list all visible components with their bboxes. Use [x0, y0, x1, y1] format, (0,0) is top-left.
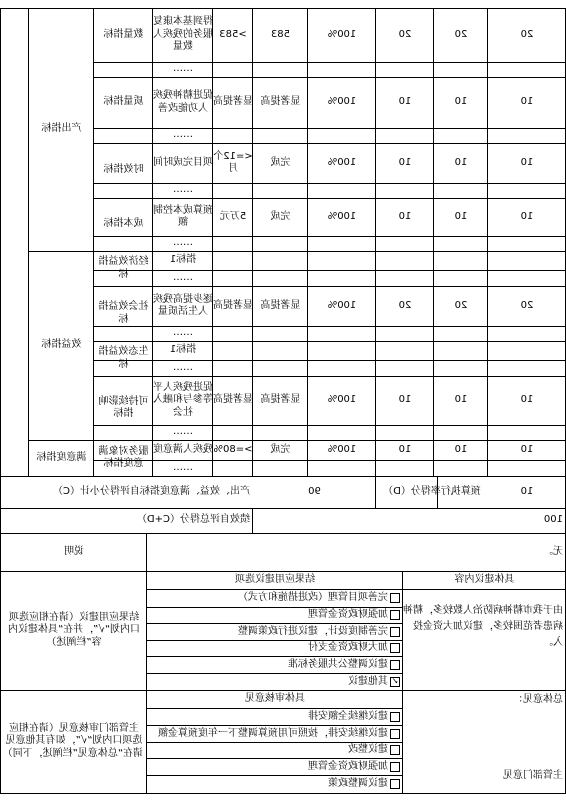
sat-weight: 10 [398, 443, 412, 455]
quality-target: 显著提高 [213, 96, 253, 108]
checked-checkbox-icon: ✓ [391, 676, 399, 687]
sustain-completion: 100% [327, 394, 357, 406]
time-category: 时效指标 [103, 164, 144, 176]
qty-completion: 100% [327, 28, 357, 40]
econ-indicator: 指标1 [169, 254, 197, 266]
dept-signature: 主管部门意见 [503, 769, 563, 781]
econ-ellipsis: …… [173, 271, 193, 283]
checkbox-icon [390, 610, 400, 620]
dept-option-fund-management[interactable]: 加强财政资金管理 [150, 758, 400, 775]
dept-header-overall: 总体意见： [513, 694, 563, 705]
checkbox-icon [390, 745, 400, 755]
total-label: 绩效自评总得分（C+D） [136, 514, 250, 526]
sat-indicator: 残疾人满意度 [153, 443, 213, 455]
checkbox-icon [390, 762, 400, 772]
subtotal-value: 90 [308, 485, 321, 497]
sat-completion: 100% [327, 443, 357, 455]
group-satisfaction-label: 满意度指标 [36, 451, 87, 463]
time-score: 10 [454, 156, 468, 168]
econ-category: 经济效益指标 [98, 256, 149, 280]
time-ellipsis: …… [173, 184, 193, 196]
social-completion: 100% [327, 299, 357, 311]
results-header-content: 具体建议内容 [454, 573, 515, 585]
sat-ellipsis: …… [173, 461, 193, 473]
time-weight: 10 [398, 156, 412, 168]
result-option-fund-management[interactable]: 加强财政资金管理 [150, 607, 400, 623]
cost-score: 10 [454, 210, 468, 222]
checkbox-icon [390, 627, 400, 637]
quality-weight: 10 [398, 96, 412, 108]
cost-ellipsis: …… [173, 237, 193, 249]
cost-actual: 完成 [270, 210, 291, 222]
eco-category: 生态效益指标 [98, 346, 149, 370]
sustain-actual: 显著提高 [260, 394, 301, 406]
social-weight: 20 [398, 299, 412, 311]
budget-execution-label: 预算执行率得分（D） [383, 485, 481, 497]
time-actual: 完成 [270, 156, 291, 168]
social-target: 显著提高 [213, 299, 253, 311]
quality-score: 10 [454, 96, 468, 108]
qty-final: 20 [520, 28, 534, 40]
sat-category: 服务对象满意度指标 [98, 445, 149, 469]
results-content: 由于我市精神病防治人数较多，精神病患者范围较多，建议加大资金投入。 [403, 605, 563, 648]
qty-actual: 583 [270, 28, 291, 40]
quality-actual: 显著提高 [260, 96, 301, 108]
sat-actual: 完成 [270, 443, 291, 455]
social-category: 社会效益指标 [98, 301, 149, 325]
result-option-other[interactable]: ✓ 其他建议 [348, 675, 399, 687]
dept-header-options: 具体审核意见 [245, 692, 305, 704]
checkbox-icon [390, 593, 400, 603]
checkbox-icon [390, 643, 400, 653]
qty-indicator: 得到基本康复服务的残疾人数量 [153, 16, 213, 53]
checkbox-icon [390, 712, 400, 722]
time-completion: 100% [327, 156, 357, 168]
results-left-label: 结果应用建议（请在相应选项口内划“√”，并在“具体建议内容”栏阐述） [8, 611, 140, 648]
sustain-final: 10 [520, 394, 534, 406]
sustain-ellipsis: …… [173, 426, 193, 438]
total-value: 100 [543, 514, 563, 526]
budget-execution-value: 10 [520, 485, 534, 497]
qty-weight: 20 [398, 28, 412, 40]
dept-option-policy-adjust[interactable]: 建议调整政策 [150, 775, 400, 793]
social-actual: 显著提高 [260, 299, 301, 311]
checkbox-icon [390, 779, 400, 789]
qty-target: >583 [219, 28, 247, 40]
eco-indicator: 指标1 [169, 344, 197, 356]
results-header-options: 结果应用建议选项 [235, 573, 315, 585]
quality-category: 质量指标 [103, 96, 144, 108]
time-final: 10 [520, 156, 534, 168]
sat-final: 10 [520, 443, 534, 455]
cost-weight: 10 [398, 210, 412, 222]
time-indicator: 项目完成时间 [153, 156, 213, 168]
cost-target: 5万元 [219, 210, 247, 222]
quality-indicator: 促进精神残疾人功能改善 [153, 90, 213, 114]
cost-completion: 100% [327, 210, 357, 222]
dept-option-full-funding[interactable]: 建议继续全额安排 [150, 708, 400, 725]
group-output-label: 产出指标 [41, 123, 82, 135]
sustain-weight: 10 [398, 394, 412, 406]
explain-value: 无。 [543, 545, 563, 557]
dept-option-adjust-budget[interactable]: 建议继续安排，按照可用预算调整下一年度预算金额 [150, 725, 400, 742]
dept-option-rectify[interactable]: 建议整改 [150, 742, 400, 758]
quality-ellipsis: …… [173, 129, 193, 141]
social-ellipsis: …… [173, 327, 193, 339]
quality-final: 10 [520, 96, 534, 108]
social-score: 20 [454, 299, 468, 311]
cost-indicator: 预算成本控制额 [153, 204, 213, 228]
qty-score: 20 [454, 28, 468, 40]
checkbox-icon [390, 729, 400, 739]
dept-left-label: 主管部门审核意见（请在相应选项口内划“√”，如有其他意见请在“总体意见”栏阐述，下同） [2, 722, 143, 759]
eco-ellipsis: …… [173, 361, 193, 373]
cost-final: 10 [520, 210, 534, 222]
social-final: 20 [520, 299, 534, 311]
sat-score: 10 [454, 443, 468, 455]
result-option-improve-management[interactable]: 完善项目管理（改进措施和方式） [150, 589, 400, 607]
sustain-indicator: 促进残疾人平等参与和融入社会 [153, 381, 213, 418]
result-option-fund-payment[interactable]: 加大财政资金支付 [150, 640, 400, 656]
checkbox-icon [390, 660, 400, 670]
sat-target: >=80% [213, 443, 253, 455]
subtotal-label: 产出、效益、满意度指标自评得分小计（C） [53, 485, 250, 497]
quality-completion: 100% [327, 96, 357, 108]
time-target: <=12个月 [213, 150, 253, 174]
result-option-policy-adjustment[interactable]: 完善制度设计，建议进行政策调整 [150, 623, 400, 640]
qty-ellipsis: …… [173, 63, 193, 75]
sustain-category: 可持续影响指标 [98, 395, 149, 419]
group-benefit-label: 效益指标 [41, 339, 82, 351]
sustain-target: 显著提高 [213, 394, 253, 406]
qty-category: 数量指标 [103, 28, 144, 40]
result-option-service-standard[interactable]: 建议调整公共服务标准 [150, 656, 400, 673]
social-indicator: 逐步提高残疾人生活质量 [153, 293, 213, 317]
explain-label: 说明 [64, 545, 84, 557]
cost-category: 成本指标 [103, 218, 144, 230]
sustain-score: 10 [454, 394, 468, 406]
